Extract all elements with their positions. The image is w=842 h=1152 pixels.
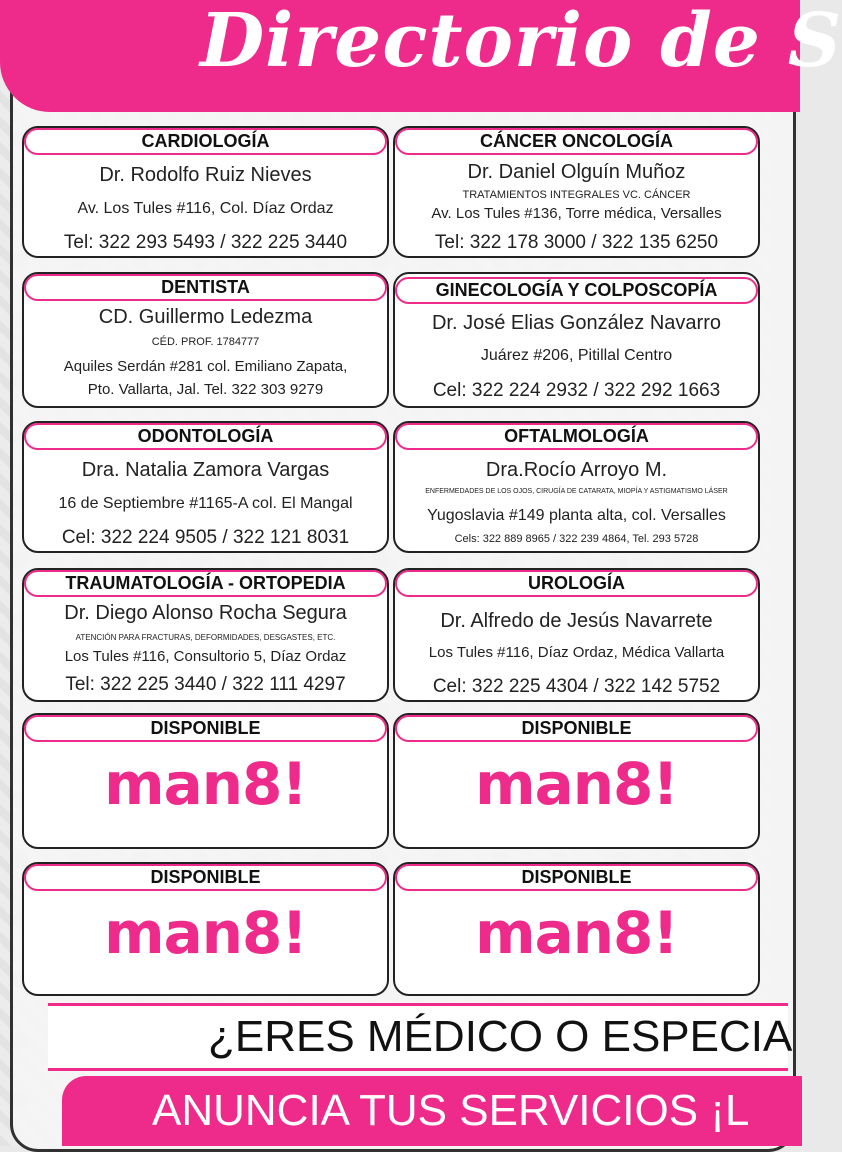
address: Aquiles Serdán #281 col. Emiliano Zapata,	[63, 358, 348, 375]
question-text: ¿ERES MÉDICO O ESPECIA	[208, 1012, 793, 1061]
card-title: DISPONIBLE	[395, 715, 758, 742]
card-oftalmologia	[393, 421, 760, 553]
card-oncologia	[393, 126, 760, 258]
card-available-3	[22, 862, 389, 996]
mango-logo: man8!	[475, 899, 678, 967]
card-title: DISPONIBLE	[24, 715, 387, 742]
card-ginecologia	[393, 272, 760, 408]
phone: Cel: 322 224 2932 / 322 292 1663	[432, 380, 721, 401]
address: Los Tules #116, Díaz Ordaz, Médica Vallarta	[428, 644, 725, 661]
doctor-name: Dra. Natalia Zamora Vargas	[81, 459, 330, 481]
phone: Tel: 322 293 5493 / 322 225 3440	[63, 232, 348, 253]
phone: Tel: 322 178 3000 / 322 135 6250	[434, 232, 719, 253]
doctor-name: Dr. Rodolfo Ruiz Nieves	[99, 164, 312, 186]
card-traumatologia	[22, 568, 389, 702]
mango-logo: man8!	[104, 899, 307, 967]
specialty-note: TRATAMIENTOS INTEGRALES VC. CÁNCER	[462, 189, 691, 201]
doctor-name: Dr. Diego Alonso Rocha Segura	[64, 602, 347, 624]
address: 16 de Septiembre #1165-A col. El Mangal	[58, 495, 353, 512]
card-title: OFTALMOLOGÍA	[395, 423, 758, 450]
phone: Cels: 322 889 8965 / 322 239 4864, Tel. 293 5728	[454, 533, 699, 545]
cta-text: ANUNCIA TUS SERVICIOS ¡L	[152, 1086, 750, 1135]
card-available-4	[393, 862, 760, 996]
specialty-note: ATENCIÓN PARA FRACTURAS, DEFORMIDADES, DESGASTES, ETC.	[75, 633, 336, 642]
card-title: CÁNCER ONCOLOGÍA	[395, 128, 758, 155]
card-title: TRAUMATOLOGÍA - ORTOPEDIA	[24, 570, 387, 597]
doctor-name: Dr. Daniel Olguín Muñoz	[467, 161, 686, 183]
address: Yugoslavia #149 planta alta, col. Versalles	[427, 507, 726, 524]
mango-logo: man8!	[104, 750, 307, 818]
card-title: ODONTOLOGÍA	[24, 423, 387, 450]
address: Av. Los Tules #116, Col. Díaz Ordaz	[77, 200, 334, 217]
license-note: CÉD. PROF. 1784777	[151, 336, 260, 348]
card-title: GINECOLOGÍA Y COLPOSCOPÍA	[395, 277, 758, 304]
card-dentista	[22, 272, 389, 408]
header-banner	[0, 0, 842, 112]
card-title: DISPONIBLE	[24, 864, 387, 891]
card-title: CARDIOLOGÍA	[24, 128, 387, 155]
card-available-2	[393, 713, 760, 849]
doctor-name: Dr. José Elias González Navarro	[431, 312, 721, 334]
address: Av. Los Tules #136, Torre médica, Versalles	[431, 205, 722, 222]
phone: Cel: 322 225 4304 / 322 142 5752	[432, 676, 721, 697]
card-urologia	[393, 568, 760, 702]
doctor-name: CD. Guillermo Ledezma	[98, 306, 313, 328]
question-banner	[48, 1003, 793, 1071]
card-title: DENTISTA	[24, 274, 387, 301]
page-title: Directorio de S	[200, 0, 842, 84]
doctor-name: Dr. Alfredo de Jesús Navarrete	[440, 610, 713, 632]
card-title: UROLOGÍA	[395, 570, 758, 597]
specialty-note: ENFERMEDADES DE LOS OJOS, CIRUGÍA DE CATARATA, MIOPÍA Y ASTIGMATISMO LÁSER	[425, 488, 728, 495]
address: Los Tules #116, Consultorio 5, Díaz Ordaz	[64, 648, 347, 665]
phone: Tel: 322 225 3440 / 322 111 4297	[65, 674, 346, 695]
cta-banner	[62, 1076, 802, 1146]
card-available-1	[22, 713, 389, 849]
card-odontologia	[22, 421, 389, 553]
phone: Cel: 322 224 9505 / 322 121 8031	[61, 527, 350, 548]
card-cardiologia	[22, 126, 389, 258]
address: Juárez #206, Pitillal Centro	[480, 347, 673, 364]
address-line-2: Pto. Vallarta, Jal. Tel. 322 303 9279	[87, 381, 324, 398]
card-title: DISPONIBLE	[395, 864, 758, 891]
doctor-name: Dra.Rocío Arroyo M.	[485, 459, 668, 481]
mango-logo: man8!	[475, 750, 678, 818]
